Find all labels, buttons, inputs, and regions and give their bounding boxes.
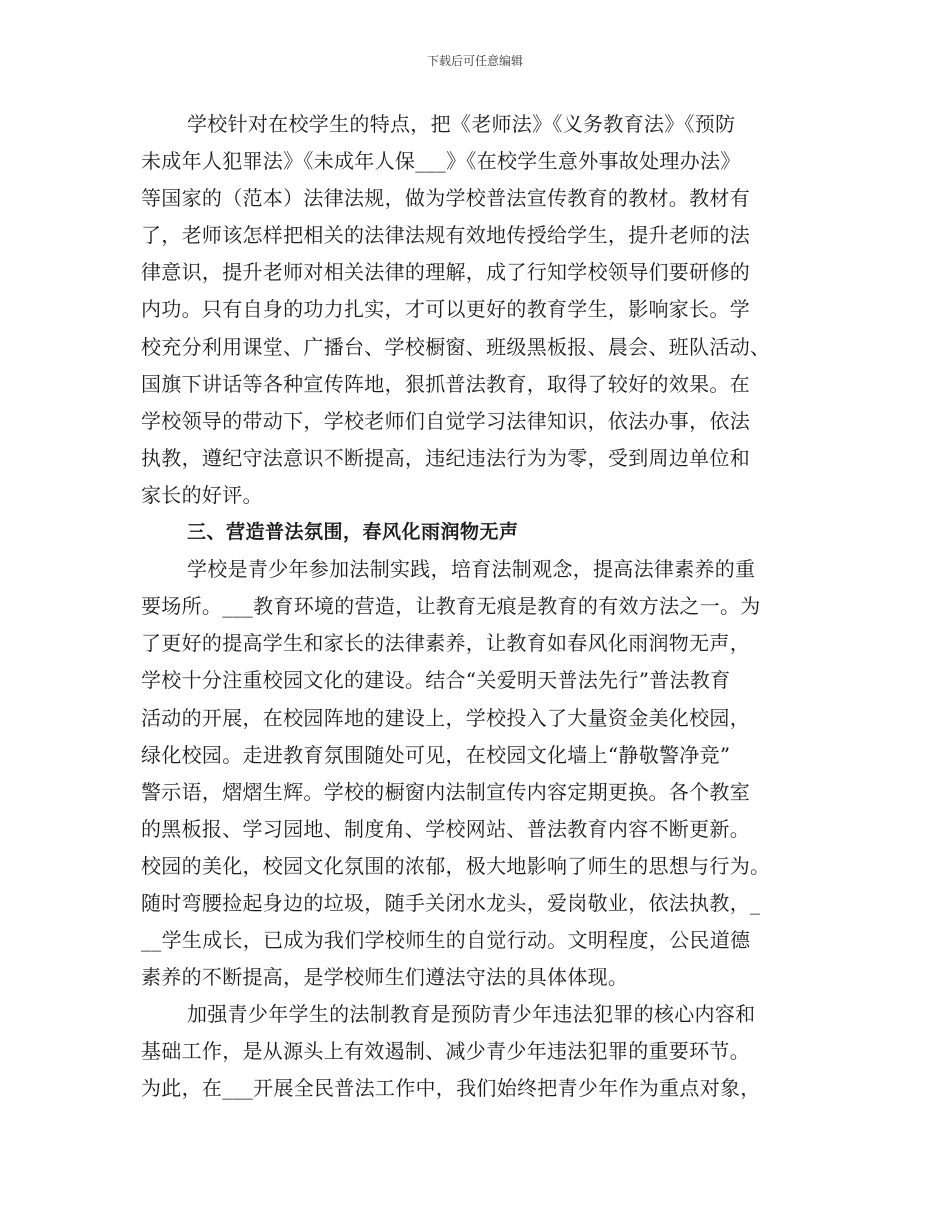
text-line: 了更好的提高学生和家长的法律素养，让教育如春风化雨润物无声， <box>141 631 750 656</box>
text-line: 家长的好评。 <box>141 482 263 507</box>
text-line: 警示语，熠熠生辉。学校的橱窗内法制宣传内容定期更换。各个教室 <box>141 779 750 804</box>
text-line: 基础工作，是从源头上有效遏制、减少青少年违法犯罪的重要环节。 <box>141 1039 750 1064</box>
text-line: 等国家的（范本）法律法规，做为学校普法宣传教育的教材。教材有 <box>141 186 750 211</box>
text-line: 律意识，提升老师对相关法律的理解，成了行知学校领导们要研修的 <box>141 260 750 285</box>
text-line: 加强青少年学生的法制教育是预防青少年违法犯罪的核心内容和 <box>187 1002 756 1027</box>
text-line: 未成年人犯罪法》《未成年人保___》《在校学生意外事故处理办法》 <box>141 149 741 174</box>
text-line: 校园的美化，校园文化氛围的浓郁，极大地影响了师生的思想与行为。 <box>141 853 771 878</box>
text-line: 学校领导的带动下，学校老师们自觉学习法律知识，依法办事，依法 <box>141 408 750 433</box>
text-line: 内功。只有自身的功力扎实，才可以更好的教育学生，影响家长。学 <box>141 297 750 322</box>
text-line: 校充分利用课堂、广播台、学校橱窗、班级黑板报、晨会、班队活动、 <box>141 334 771 359</box>
text-line: 绿化校园。走进教育氛围随处可见，在校园文化墙上“静敬警净竞” <box>141 742 731 767</box>
text-line: 执教，遵纪守法意识不断提高，违纪违法行为为零，受到周边单位和 <box>141 445 750 470</box>
page-header: 下载后可任意编辑 <box>426 54 523 68</box>
text-line: 的黑板报、学习园地、制度角、学校网站、普法教育内容不断更新。 <box>141 816 750 841</box>
text-line: 学校针对在校学生的特点，把《老师法》《义务教育法》《预防 <box>187 112 736 136</box>
paragraph-1 <box>141 106 831 514</box>
paragraph-3 <box>141 996 831 1107</box>
text-line: 学校是青少年参加法制实践，培育法制观念，提高法律素养的重 <box>187 557 756 582</box>
text-line: 了，老师该怎样把相关的法律法规有效地传授给学生，提升老师的法 <box>141 223 750 248</box>
document-body <box>141 106 831 1108</box>
text-line: 活动的开展，在校园阵地的建设上，学校投入了大量资金美化校园， <box>141 705 750 730</box>
section-heading <box>141 514 831 551</box>
text-line: 要场所。___教育环境的营造，让教育无痕是教育的有效方法之一。为 <box>141 594 761 619</box>
text-line: 随时弯腰捡起身边的垃圾，随手关闭水龙头，爱岗敬业，依法执教，_ <box>141 890 761 915</box>
text-line: 学校十分注重校园文化的建设。结合“关爱明天普法先行”普法教育 <box>141 668 731 693</box>
section-heading-text: 三、营造普法氛围，春风化雨润物无声 <box>187 521 519 544</box>
text-line: 国旗下讲话等各种宣传阵地，狠抓普法教育，取得了较好的效果。在 <box>141 371 750 396</box>
text-line: __学生成长，已成为我们学校师生的自觉行动。文明程度，公民道德 <box>141 928 751 953</box>
paragraph-2 <box>141 551 831 996</box>
text-line: 素养的不断提高，是学校师生们遵法守法的具体体现。 <box>141 965 629 990</box>
text-line: 为此，在___开展全民普法工作中，我们始终把青少年作为重点对象， <box>141 1076 761 1101</box>
